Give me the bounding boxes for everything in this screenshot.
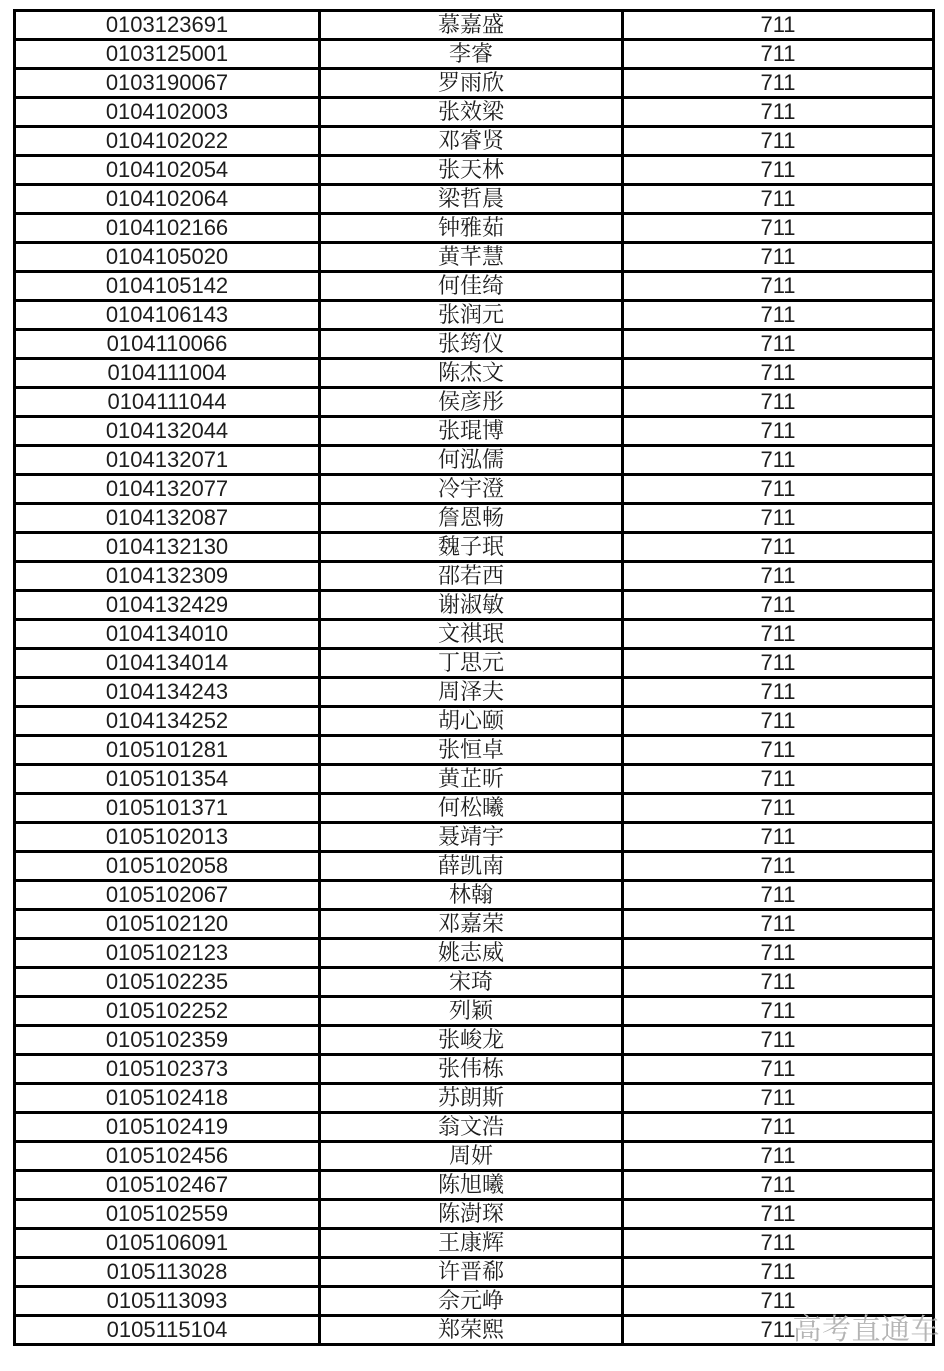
candidate-id: 0104132087 xyxy=(15,504,320,533)
candidate-name: 詹恩畅 xyxy=(320,504,623,533)
candidate-score: 711 xyxy=(623,156,934,185)
candidate-name: 林翰 xyxy=(320,881,623,910)
table-row xyxy=(15,446,934,475)
score-table xyxy=(13,9,935,1346)
candidate-id: 0105102058 xyxy=(15,852,320,881)
candidate-score: 711 xyxy=(623,1287,934,1316)
candidate-name: 魏子珉 xyxy=(320,533,623,562)
candidate-score: 711 xyxy=(623,301,934,330)
table-row xyxy=(15,620,934,649)
candidate-score: 711 xyxy=(623,446,934,475)
table-row xyxy=(15,707,934,736)
table-row xyxy=(15,301,934,330)
candidate-name: 胡心颐 xyxy=(320,707,623,736)
candidate-name: 王康辉 xyxy=(320,1229,623,1258)
candidate-score: 711 xyxy=(623,765,934,794)
candidate-name: 陈杰文 xyxy=(320,359,623,388)
candidate-score: 711 xyxy=(623,69,934,98)
candidate-score: 711 xyxy=(623,1316,934,1345)
table-row xyxy=(15,562,934,591)
candidate-score: 711 xyxy=(623,1142,934,1171)
table-row xyxy=(15,475,934,504)
candidate-id: 0104102064 xyxy=(15,185,320,214)
candidate-id: 0105102359 xyxy=(15,1026,320,1055)
candidate-name: 邓嘉荣 xyxy=(320,910,623,939)
candidate-score: 711 xyxy=(623,707,934,736)
candidate-name: 张筠仪 xyxy=(320,330,623,359)
candidate-score: 711 xyxy=(623,185,934,214)
table-row xyxy=(15,1200,934,1229)
candidate-score: 711 xyxy=(623,98,934,127)
candidate-name: 罗雨欣 xyxy=(320,69,623,98)
table-row xyxy=(15,330,934,359)
table-row xyxy=(15,765,934,794)
candidate-name: 李睿 xyxy=(320,40,623,69)
table-row xyxy=(15,98,934,127)
table-row xyxy=(15,968,934,997)
candidate-score: 711 xyxy=(623,620,934,649)
candidate-name: 何松曦 xyxy=(320,794,623,823)
candidate-name: 郑荣熙 xyxy=(320,1316,623,1345)
candidate-id: 0105102373 xyxy=(15,1055,320,1084)
candidate-score: 711 xyxy=(623,1113,934,1142)
candidate-name: 陈澍琛 xyxy=(320,1200,623,1229)
candidate-score: 711 xyxy=(623,11,934,40)
candidate-name: 侯彦彤 xyxy=(320,388,623,417)
candidate-name: 何佳绮 xyxy=(320,272,623,301)
table-row xyxy=(15,736,934,765)
candidate-id: 0104134243 xyxy=(15,678,320,707)
table-row xyxy=(15,11,934,40)
candidate-score: 711 xyxy=(623,939,934,968)
candidate-id: 0105101371 xyxy=(15,794,320,823)
candidate-score: 711 xyxy=(623,1171,934,1200)
candidate-score: 711 xyxy=(623,794,934,823)
candidate-score: 711 xyxy=(623,1258,934,1287)
candidate-score: 711 xyxy=(623,823,934,852)
candidate-id: 0104105142 xyxy=(15,272,320,301)
candidate-name: 张伟栋 xyxy=(320,1055,623,1084)
candidate-score: 711 xyxy=(623,417,934,446)
candidate-score: 711 xyxy=(623,475,934,504)
candidate-id: 0104105020 xyxy=(15,243,320,272)
candidate-name: 姚志威 xyxy=(320,939,623,968)
candidate-score: 711 xyxy=(623,272,934,301)
table-row xyxy=(15,1229,934,1258)
candidate-id: 0105102419 xyxy=(15,1113,320,1142)
candidate-id: 0105102013 xyxy=(15,823,320,852)
table-row xyxy=(15,852,934,881)
candidate-name: 张恒卓 xyxy=(320,736,623,765)
table-row xyxy=(15,1171,934,1200)
candidate-score: 711 xyxy=(623,968,934,997)
candidate-score: 711 xyxy=(623,1229,934,1258)
table-row xyxy=(15,388,934,417)
candidate-id: 0104132309 xyxy=(15,562,320,591)
table-row xyxy=(15,417,934,446)
candidate-score: 711 xyxy=(623,359,934,388)
table-row xyxy=(15,794,934,823)
table-row xyxy=(15,69,934,98)
candidate-score: 711 xyxy=(623,40,934,69)
table-row xyxy=(15,1316,934,1345)
candidate-score: 711 xyxy=(623,214,934,243)
candidate-id: 0105113093 xyxy=(15,1287,320,1316)
candidate-score: 711 xyxy=(623,127,934,156)
candidate-score: 711 xyxy=(623,243,934,272)
candidate-id: 0105115104 xyxy=(15,1316,320,1345)
candidate-score: 711 xyxy=(623,591,934,620)
candidate-name: 陈旭曦 xyxy=(320,1171,623,1200)
candidate-id: 0104132429 xyxy=(15,591,320,620)
candidate-id: 0104102022 xyxy=(15,127,320,156)
candidate-id: 0105101281 xyxy=(15,736,320,765)
candidate-id: 0104134014 xyxy=(15,649,320,678)
table-row xyxy=(15,1258,934,1287)
table-row xyxy=(15,881,934,910)
table-row xyxy=(15,156,934,185)
candidate-name: 苏朗斯 xyxy=(320,1084,623,1113)
candidate-id: 0104132071 xyxy=(15,446,320,475)
table-row xyxy=(15,127,934,156)
candidate-score: 711 xyxy=(623,997,934,1026)
candidate-name: 黄芷昕 xyxy=(320,765,623,794)
candidate-id: 0104102166 xyxy=(15,214,320,243)
candidate-id: 0103123691 xyxy=(15,11,320,40)
candidate-name: 张润元 xyxy=(320,301,623,330)
candidate-id: 0105102235 xyxy=(15,968,320,997)
candidate-id: 0104102054 xyxy=(15,156,320,185)
candidate-id: 0105102559 xyxy=(15,1200,320,1229)
candidate-name: 周泽夫 xyxy=(320,678,623,707)
score-table-body xyxy=(15,11,934,1345)
candidate-name: 邓睿贤 xyxy=(320,127,623,156)
candidate-name: 许晋郗 xyxy=(320,1258,623,1287)
candidate-name: 周妍 xyxy=(320,1142,623,1171)
candidate-name: 张峻龙 xyxy=(320,1026,623,1055)
candidate-name: 聂靖宇 xyxy=(320,823,623,852)
candidate-id: 0105102418 xyxy=(15,1084,320,1113)
candidate-score: 711 xyxy=(623,910,934,939)
candidate-id: 0104106143 xyxy=(15,301,320,330)
watermark: 高考直通车 xyxy=(792,1314,940,1346)
candidate-id: 0105102467 xyxy=(15,1171,320,1200)
candidate-score: 711 xyxy=(623,533,934,562)
candidate-name: 丁思元 xyxy=(320,649,623,678)
candidate-name: 张天林 xyxy=(320,156,623,185)
candidate-id: 0104102003 xyxy=(15,98,320,127)
candidate-score: 711 xyxy=(623,330,934,359)
candidate-id: 0105106091 xyxy=(15,1229,320,1258)
candidate-score: 711 xyxy=(623,1084,934,1113)
table-row xyxy=(15,1142,934,1171)
table-row xyxy=(15,939,934,968)
candidate-name: 张效梁 xyxy=(320,98,623,127)
table-row xyxy=(15,823,934,852)
candidate-id: 0104134010 xyxy=(15,620,320,649)
table-row xyxy=(15,243,934,272)
candidate-name: 梁哲晨 xyxy=(320,185,623,214)
candidate-name: 谢淑敏 xyxy=(320,591,623,620)
table-row xyxy=(15,504,934,533)
table-row xyxy=(15,185,934,214)
candidate-name: 邵若西 xyxy=(320,562,623,591)
table-row xyxy=(15,1084,934,1113)
table-row xyxy=(15,910,934,939)
candidate-name: 宋琦 xyxy=(320,968,623,997)
candidate-score: 711 xyxy=(623,1026,934,1055)
candidate-score: 711 xyxy=(623,649,934,678)
candidate-id: 0105102456 xyxy=(15,1142,320,1171)
table-row xyxy=(15,214,934,243)
candidate-id: 0103190067 xyxy=(15,69,320,98)
candidate-name: 冷宇澄 xyxy=(320,475,623,504)
candidate-name: 何泓儒 xyxy=(320,446,623,475)
candidate-name: 钟雅茹 xyxy=(320,214,623,243)
candidate-score: 711 xyxy=(623,678,934,707)
table-row xyxy=(15,1113,934,1142)
candidate-name: 黄芊慧 xyxy=(320,243,623,272)
table-row xyxy=(15,1055,934,1084)
candidate-score: 711 xyxy=(623,1055,934,1084)
table-row xyxy=(15,591,934,620)
candidate-name: 翁文浩 xyxy=(320,1113,623,1142)
candidate-id: 0104111044 xyxy=(15,388,320,417)
candidate-score: 711 xyxy=(623,388,934,417)
candidate-score: 711 xyxy=(623,852,934,881)
candidate-score: 711 xyxy=(623,736,934,765)
table-row xyxy=(15,272,934,301)
candidate-id: 0105102120 xyxy=(15,910,320,939)
candidate-name: 薛凯南 xyxy=(320,852,623,881)
candidate-name: 张琨博 xyxy=(320,417,623,446)
candidate-id: 0104134252 xyxy=(15,707,320,736)
candidate-id: 0104132044 xyxy=(15,417,320,446)
table-row xyxy=(15,359,934,388)
table-row xyxy=(15,649,934,678)
candidate-id: 0104132130 xyxy=(15,533,320,562)
candidate-id: 0105102067 xyxy=(15,881,320,910)
candidate-name: 慕嘉盛 xyxy=(320,11,623,40)
candidate-id: 0105102252 xyxy=(15,997,320,1026)
candidate-id: 0103125001 xyxy=(15,40,320,69)
candidate-id: 0104111004 xyxy=(15,359,320,388)
candidate-id: 0105113028 xyxy=(15,1258,320,1287)
candidate-id: 0105102123 xyxy=(15,939,320,968)
candidate-name: 佘元峥 xyxy=(320,1287,623,1316)
candidate-score: 711 xyxy=(623,1200,934,1229)
candidate-score: 711 xyxy=(623,881,934,910)
table-row xyxy=(15,40,934,69)
candidate-id: 0104132077 xyxy=(15,475,320,504)
table-row xyxy=(15,997,934,1026)
table-row xyxy=(15,533,934,562)
candidate-id: 0105101354 xyxy=(15,765,320,794)
table-row xyxy=(15,1287,934,1316)
candidate-score: 711 xyxy=(623,562,934,591)
candidate-name: 文祺珉 xyxy=(320,620,623,649)
table-row xyxy=(15,678,934,707)
candidate-score: 711 xyxy=(623,504,934,533)
table-row xyxy=(15,1026,934,1055)
candidate-name: 列颖 xyxy=(320,997,623,1026)
candidate-id: 0104110066 xyxy=(15,330,320,359)
